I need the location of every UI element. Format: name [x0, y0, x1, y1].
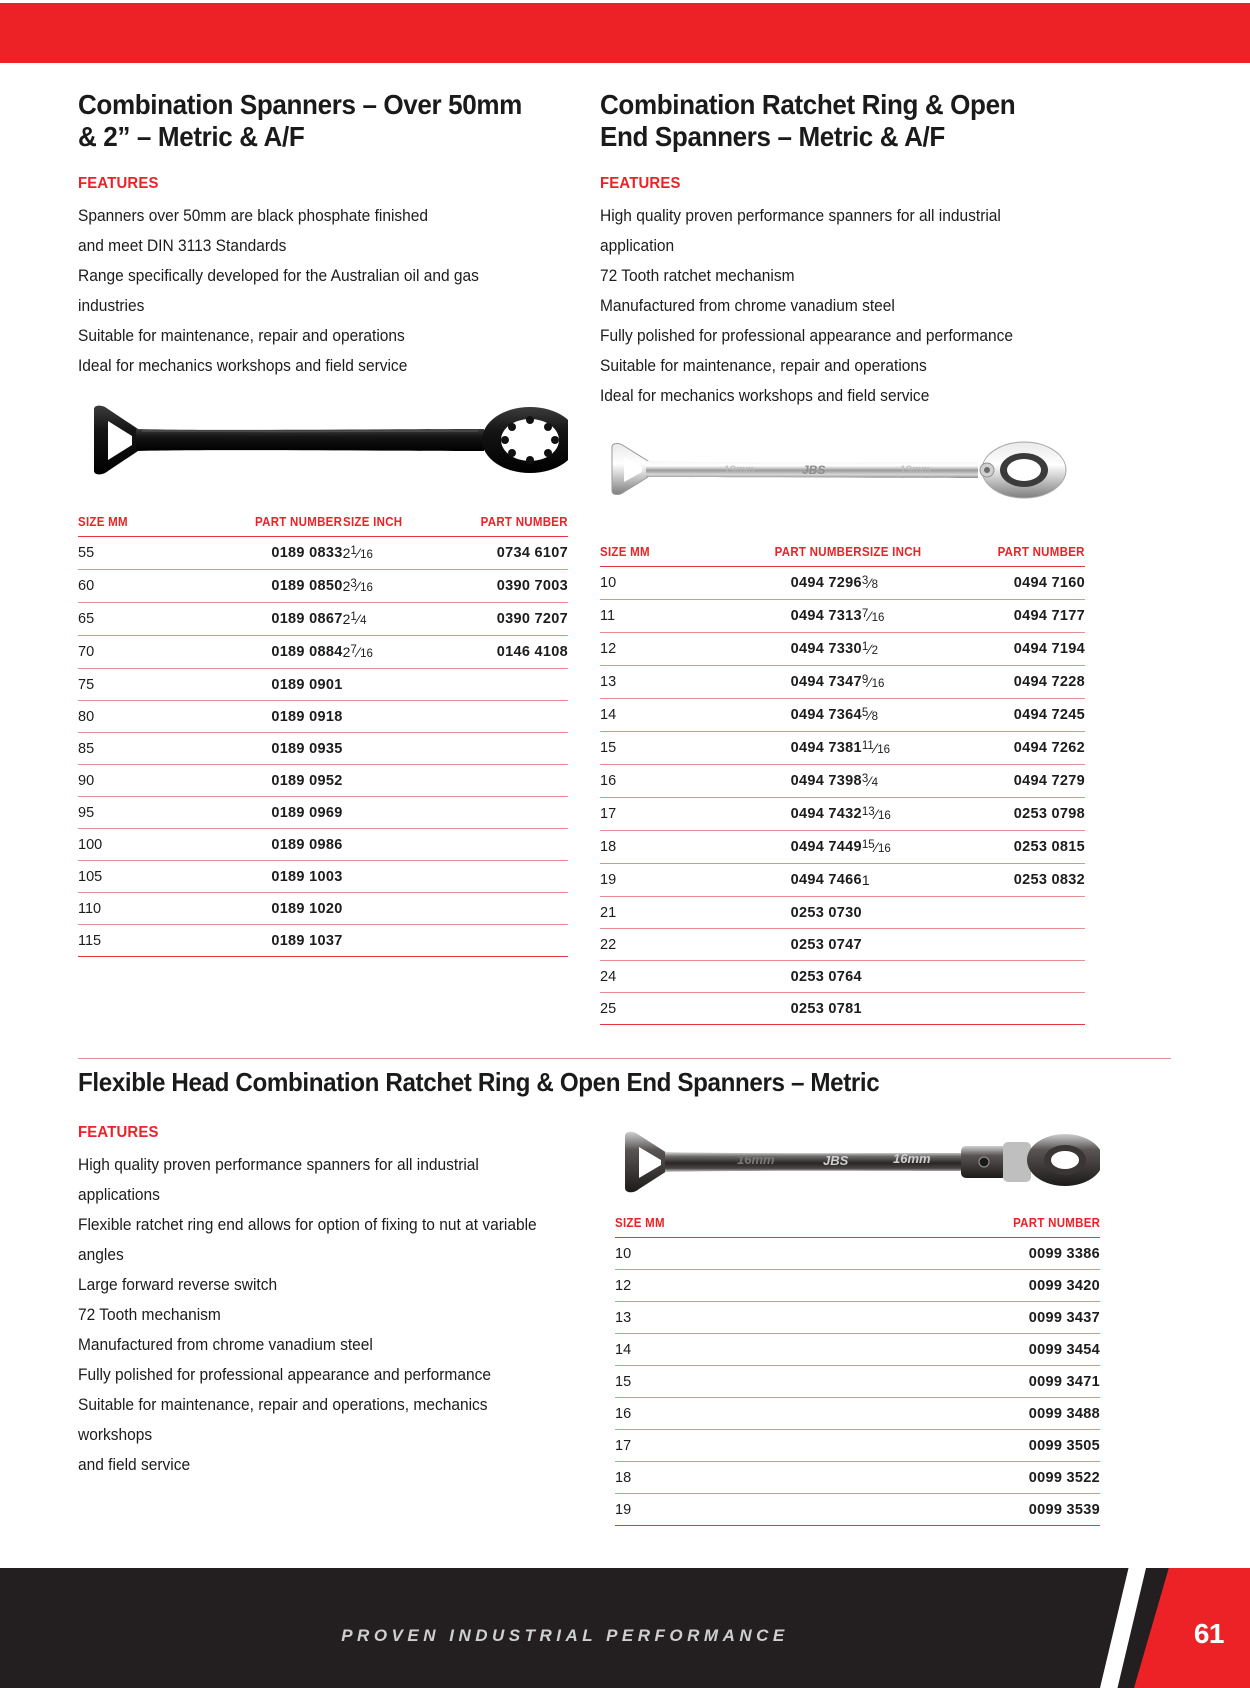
- feature-item: Large forward reverse switch: [78, 1275, 278, 1294]
- cell-part-number-2: 0390 7207: [460, 602, 568, 635]
- flexible-head-table-area: [615, 1102, 1100, 1526]
- cell-part-number-2: 0494 7177: [978, 599, 1085, 632]
- cell-size-mm: 19: [615, 1493, 882, 1525]
- cell-size-mm: 24: [600, 960, 726, 992]
- table-row: [615, 1365, 1100, 1397]
- cell-part-number-2: [460, 828, 568, 860]
- col-size-mm: SIZE MM: [600, 545, 716, 567]
- table-row: [600, 599, 1085, 632]
- table-body: [615, 1237, 1100, 1525]
- fraction-value: $2^1⁄4$: [342, 610, 367, 627]
- cell-part-number-1: 0189 0850: [205, 569, 342, 602]
- photo-brand-label: JBS: [802, 462, 826, 477]
- table-row: [600, 665, 1085, 698]
- feature-item: High quality proven performance spanners for all industrial application: [600, 206, 1001, 255]
- cell-size-inch: [862, 896, 978, 928]
- cell-size-inch: [862, 698, 978, 731]
- fraction-value: $2^1⁄16$: [342, 544, 373, 561]
- cell-size-inch: [343, 924, 461, 956]
- feature-item: and meet DIN 3113 Standards: [78, 236, 287, 255]
- table-row: [600, 992, 1085, 1024]
- section-title-ratchet: Combination Ratchet Ring & Open End Spanners – Metric & A/F: [600, 89, 1016, 152]
- table-header-row: [78, 515, 568, 537]
- cell-part-number-2: [460, 700, 568, 732]
- cell-part-number-1: 0189 0833: [205, 536, 342, 569]
- feature-item: and field service: [78, 1455, 191, 1474]
- cell-part-number-1: 0494 7313: [726, 599, 862, 632]
- cell-size-inch: [343, 635, 461, 668]
- table-row: [600, 698, 1085, 731]
- cell-part-number-1: 0099 3505: [882, 1429, 1100, 1461]
- table-row: [78, 732, 568, 764]
- cell-size-inch: [343, 668, 461, 700]
- cell-part-number-2: [460, 924, 568, 956]
- table-row: [600, 896, 1085, 928]
- table-row: [600, 830, 1085, 863]
- feature-item: Ideal for mechanics workshops and field service: [78, 356, 408, 375]
- cell-part-number-1: 0099 3488: [882, 1397, 1100, 1429]
- col-size-mm: SIZE MM: [615, 1216, 860, 1238]
- fraction-value: 1: [861, 871, 870, 888]
- product-photo-flexible-head-spanner: [615, 1116, 1100, 1206]
- fraction-value: $^3$⁄4: [861, 772, 879, 789]
- table-row: [615, 1493, 1100, 1525]
- cell-part-number-1: 0253 0730: [726, 896, 862, 928]
- cell-size-inch: [862, 632, 978, 665]
- cell-size-mm: 12: [600, 632, 726, 665]
- cell-part-number-1: 0099 3437: [882, 1301, 1100, 1333]
- feature-item: High quality proven performance spanners for all industrial applications: [78, 1155, 479, 1204]
- cell-part-number-1: 0189 0935: [205, 732, 342, 764]
- cell-part-number-2: [978, 960, 1085, 992]
- cell-part-number-2: 0494 7245: [978, 698, 1085, 731]
- cell-part-number-1: 0494 7466: [726, 863, 862, 896]
- cell-size-mm: 14: [615, 1333, 882, 1365]
- table-row: [600, 960, 1085, 992]
- cell-size-mm: 10: [600, 566, 726, 599]
- col-part-number-2: PART NUMBER: [987, 545, 1085, 567]
- cell-part-number-2: [460, 860, 568, 892]
- cell-part-number-1: 0189 0918: [205, 700, 342, 732]
- cell-part-number-1: 0494 7364: [726, 698, 862, 731]
- photo-size-label-right: 16mm: [893, 1150, 931, 1166]
- cell-part-number-2: [460, 892, 568, 924]
- table-row: [600, 632, 1085, 665]
- cell-size-inch: [343, 569, 461, 602]
- cell-size-inch: [862, 797, 978, 830]
- cell-size-mm: 75: [78, 668, 205, 700]
- cell-size-mm: 95: [78, 796, 205, 828]
- table-row: [78, 892, 568, 924]
- cell-size-inch: [343, 764, 461, 796]
- col-size-inch: SIZE INCH: [343, 515, 451, 537]
- cell-part-number-1: 0189 0986: [205, 828, 342, 860]
- features-list-flexible-head: [78, 1150, 583, 1480]
- cell-part-number-1: 0494 7449: [726, 830, 862, 863]
- cell-part-number-2: 0253 0798: [978, 797, 1085, 830]
- cell-size-mm: 15: [600, 731, 726, 764]
- col-part-number: PART NUMBER: [899, 1216, 1100, 1238]
- cell-size-inch: [862, 731, 978, 764]
- table-row: [600, 731, 1085, 764]
- fraction-value: $^{15}$⁄16: [861, 838, 891, 855]
- cell-size-inch: [862, 830, 978, 863]
- fraction-value: $^7$⁄16: [861, 607, 885, 624]
- feature-item: 72 Tooth mechanism: [78, 1305, 221, 1324]
- cell-part-number-1: 0494 7381: [726, 731, 862, 764]
- cell-part-number-1: 0099 3454: [882, 1333, 1100, 1365]
- cell-size-mm: 110: [78, 892, 205, 924]
- cell-part-number-1: 0189 1020: [205, 892, 342, 924]
- cell-size-mm: 18: [615, 1461, 882, 1493]
- cell-size-mm: 65: [78, 602, 205, 635]
- fraction-value: $^{11}$⁄16: [861, 739, 890, 756]
- page-title: Combination Spanners – Over 50mm & 2” – Metric & A/F: [78, 89, 522, 152]
- cell-part-number-2: 0734 6107: [460, 536, 568, 569]
- table-row: [78, 602, 568, 635]
- cell-part-number-2: [978, 896, 1085, 928]
- header-red-bar: [0, 3, 1250, 63]
- parts-table-flexible-head: [615, 1216, 1100, 1526]
- table-row: [615, 1333, 1100, 1365]
- table-row: [78, 569, 568, 602]
- table-row: [78, 635, 568, 668]
- cell-part-number-2: [460, 732, 568, 764]
- cell-size-inch: [343, 892, 461, 924]
- cell-part-number-1: 0189 0901: [205, 668, 342, 700]
- parts-table-ratchet: [600, 545, 1085, 1025]
- cell-part-number-2: [460, 796, 568, 828]
- cell-part-number-2: [978, 928, 1085, 960]
- cell-size-inch: [343, 700, 461, 732]
- table-header-row: [615, 1216, 1100, 1238]
- fraction-value: $2^7⁄16$: [342, 643, 373, 660]
- section-title-flexible-head: Flexible Head Combination Ratchet Ring & Open End Spanners – Metric: [78, 1067, 880, 1097]
- table-row: [600, 797, 1085, 830]
- col-part-number-2: PART NUMBER: [469, 515, 568, 537]
- cell-size-mm: 85: [78, 732, 205, 764]
- table-row: [615, 1397, 1100, 1429]
- section-flexible-head: [0, 1068, 1250, 1526]
- cell-part-number-2: [460, 764, 568, 796]
- features-heading: FEATURES: [600, 174, 681, 192]
- cell-part-number-1: 0099 3386: [882, 1237, 1100, 1269]
- table-row: [78, 924, 568, 956]
- feature-item: Flexible ratchet ring end allows for option of fixing to nut at variable angles: [78, 1215, 537, 1264]
- feature-item: Suitable for maintenance, repair and operations, mechanics workshops: [78, 1395, 488, 1444]
- cell-size-inch: [343, 796, 461, 828]
- cell-size-mm: 21: [600, 896, 726, 928]
- cell-part-number-1: 0494 7330: [726, 632, 862, 665]
- flexible-head-layout: [78, 1102, 1175, 1526]
- col-size-mm: SIZE MM: [78, 515, 195, 537]
- cell-size-inch: [343, 732, 461, 764]
- cell-part-number-1: 0494 7432: [726, 797, 862, 830]
- cell-part-number-1: 0253 0781: [726, 992, 862, 1024]
- cell-part-number-1: 0494 7296: [726, 566, 862, 599]
- photo-size-label-right: 19mm: [900, 463, 931, 476]
- cell-size-inch: [862, 764, 978, 797]
- cell-part-number-2: 0494 7228: [978, 665, 1085, 698]
- cell-part-number-1: 0099 3539: [882, 1493, 1100, 1525]
- flexible-head-features: [78, 1102, 583, 1526]
- cell-size-mm: 18: [600, 830, 726, 863]
- cell-size-mm: 115: [78, 924, 205, 956]
- section-ratchet-ring: [600, 89, 1085, 1025]
- feature-item: Spanners over 50mm are black phosphate finished: [78, 206, 429, 225]
- cell-size-mm: 25: [600, 992, 726, 1024]
- cell-size-inch: [343, 602, 461, 635]
- cell-part-number-2: 0494 7160: [978, 566, 1085, 599]
- cell-size-inch: [862, 863, 978, 896]
- cell-size-mm: 15: [615, 1365, 882, 1397]
- cell-part-number-2: 0494 7194: [978, 632, 1085, 665]
- features-list-ratchet: [600, 201, 1085, 411]
- cell-size-inch: [343, 536, 461, 569]
- cell-size-mm: 11: [600, 599, 726, 632]
- table-row: [600, 863, 1085, 896]
- feature-item: Range specifically developed for the Australian oil and gas industries: [78, 266, 479, 315]
- table-row: [600, 928, 1085, 960]
- table-row: [615, 1461, 1100, 1493]
- cell-part-number-1: 0253 0747: [726, 928, 862, 960]
- cell-size-inch: [862, 665, 978, 698]
- table-row: [615, 1237, 1100, 1269]
- cell-size-inch: [343, 828, 461, 860]
- cell-size-mm: 60: [78, 569, 205, 602]
- col-part-number-1: PART NUMBER: [216, 515, 342, 537]
- cell-part-number-2: [460, 668, 568, 700]
- cell-size-inch: [343, 860, 461, 892]
- cell-size-mm: 55: [78, 536, 205, 569]
- table-header-row: [600, 545, 1085, 567]
- cell-size-inch: [862, 960, 978, 992]
- feature-item: Manufactured from chrome vanadium steel: [600, 296, 895, 315]
- cell-size-mm: 17: [600, 797, 726, 830]
- cell-part-number-1: 0253 0764: [726, 960, 862, 992]
- cell-part-number-1: 0099 3471: [882, 1365, 1100, 1397]
- cell-size-mm: 16: [600, 764, 726, 797]
- table-row: [78, 828, 568, 860]
- page-number: 61: [1193, 1618, 1224, 1649]
- photo-brand-label: JBS: [823, 1152, 849, 1168]
- product-photo-black-spanner: [78, 395, 568, 505]
- feature-item: Manufactured from chrome vanadium steel: [78, 1335, 373, 1354]
- table-row: [78, 700, 568, 732]
- cell-size-mm: 22: [600, 928, 726, 960]
- feature-item: Suitable for maintenance, repair and operations: [78, 326, 405, 345]
- cell-size-inch: [862, 928, 978, 960]
- fraction-value: $^{13}$⁄16: [861, 805, 891, 822]
- fraction-value: $^3$⁄8: [861, 574, 879, 591]
- cell-size-inch: [862, 566, 978, 599]
- cell-part-number-1: 0189 0952: [205, 764, 342, 796]
- two-column-layout: [0, 63, 1250, 1025]
- cell-part-number-1: 0189 0867: [205, 602, 342, 635]
- cell-part-number-1: 0189 0969: [205, 796, 342, 828]
- table-row: [78, 668, 568, 700]
- section-over50mm: [78, 89, 568, 1025]
- cell-part-number-2: 0494 7262: [978, 731, 1085, 764]
- table-row: [78, 860, 568, 892]
- cell-part-number-1: 0494 7347: [726, 665, 862, 698]
- footer-tagline: PROVEN INDUSTRIAL PERFORMANCE: [341, 1626, 789, 1645]
- features-heading: FEATURES: [78, 1123, 159, 1141]
- table-body: [600, 566, 1085, 1024]
- feature-item: Ideal for mechanics workshops and field service: [600, 386, 930, 405]
- cell-part-number-1: 0099 3420: [882, 1269, 1100, 1301]
- table-row: [615, 1429, 1100, 1461]
- col-part-number-1: PART NUMBER: [737, 545, 862, 567]
- table-body: [78, 536, 568, 956]
- table-row: [615, 1301, 1100, 1333]
- cell-size-mm: 12: [615, 1269, 882, 1301]
- cell-size-mm: 90: [78, 764, 205, 796]
- cell-size-mm: 19: [600, 863, 726, 896]
- page-content: [0, 63, 1250, 1025]
- cell-part-number-2: 0494 7279: [978, 764, 1085, 797]
- cell-size-mm: 10: [615, 1237, 882, 1269]
- fraction-value: $^1$⁄2: [861, 640, 879, 657]
- cell-size-mm: 80: [78, 700, 205, 732]
- cell-size-mm: 100: [78, 828, 205, 860]
- fraction-value: $^5$⁄8: [861, 706, 879, 723]
- cell-part-number-1: 0189 1003: [205, 860, 342, 892]
- cell-size-inch: [862, 992, 978, 1024]
- cell-part-number-2: 0146 4108: [460, 635, 568, 668]
- table-row: [78, 536, 568, 569]
- cell-part-number-2: 0253 0815: [978, 830, 1085, 863]
- feature-item: Suitable for maintenance, repair and operations: [600, 356, 927, 375]
- table-row: [615, 1269, 1100, 1301]
- table-row: [600, 764, 1085, 797]
- cell-part-number-1: 0099 3522: [882, 1461, 1100, 1493]
- cell-part-number-2: [978, 992, 1085, 1024]
- page-footer: [0, 1568, 1250, 1688]
- cell-size-mm: 14: [600, 698, 726, 731]
- cell-size-mm: 16: [615, 1397, 882, 1429]
- table-row: [78, 796, 568, 828]
- feature-item: Fully polished for professional appearance and performance: [78, 1365, 491, 1384]
- fraction-value: $2^3⁄16$: [342, 577, 373, 594]
- features-heading: FEATURES: [78, 174, 159, 192]
- cell-size-mm: 70: [78, 635, 205, 668]
- photo-size-label-left: 16mm: [737, 1151, 775, 1167]
- parts-table-over50mm: [78, 515, 568, 957]
- feature-item: 72 Tooth ratchet mechanism: [600, 266, 795, 285]
- feature-item: Fully polished for professional appearance and performance: [600, 326, 1013, 345]
- cell-size-mm: 17: [615, 1429, 882, 1461]
- cell-part-number-1: 0189 0884: [205, 635, 342, 668]
- cell-part-number-2: 0253 0832: [978, 863, 1085, 896]
- photo-size-label-left: 19mm: [724, 463, 755, 476]
- features-list-over50mm: [78, 201, 568, 381]
- product-photo-chrome-ratchet-spanner: [600, 425, 1085, 535]
- cell-size-mm: 105: [78, 860, 205, 892]
- col-size-inch: SIZE INCH: [862, 545, 969, 567]
- table-row: [78, 764, 568, 796]
- table-row: [600, 566, 1085, 599]
- section-divider: [78, 1058, 1171, 1059]
- cell-size-inch: [862, 599, 978, 632]
- cell-part-number-2: 0390 7003: [460, 569, 568, 602]
- cell-part-number-1: 0494 7398: [726, 764, 862, 797]
- cell-part-number-1: 0189 1037: [205, 924, 342, 956]
- fraction-value: $^9$⁄16: [861, 673, 885, 690]
- cell-size-mm: 13: [600, 665, 726, 698]
- cell-size-mm: 13: [615, 1301, 882, 1333]
